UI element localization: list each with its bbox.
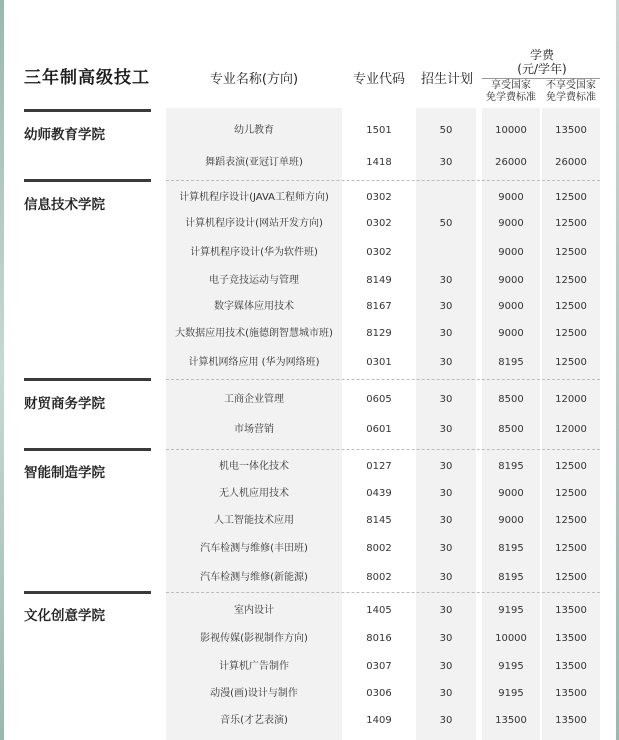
cell-code: 1405 [366, 605, 392, 616]
table-row [166, 121, 600, 141]
cell-code: 0302 [366, 247, 392, 258]
cell-fee-with-subsidy: 9000 [498, 328, 524, 339]
cell-fee-without-subsidy: 13500 [555, 688, 587, 699]
cell-code: 1409 [366, 715, 392, 726]
college-divider [24, 448, 151, 451]
cell-fee-with-subsidy: 26000 [495, 157, 527, 168]
cell-major: 计算机程序设计(网站开发方向) [185, 218, 323, 229]
table-row [166, 243, 600, 263]
cell-plan: 30 [439, 488, 453, 499]
cell-fee-with-subsidy: 9195 [498, 661, 524, 672]
cell-major: 幼儿教育 [234, 125, 274, 136]
cell-code: 0439 [366, 488, 392, 499]
cell-major: 影视传媒(影视制作方向) [200, 633, 308, 644]
table-row [166, 711, 600, 731]
header-fee-title: 学费 [529, 48, 554, 62]
cell-fee-without-subsidy: 12000 [555, 394, 587, 405]
table-row [166, 353, 600, 373]
cell-plan: 30 [439, 357, 453, 368]
header-fee-divider [482, 78, 600, 79]
cell-fee-without-subsidy: 12500 [555, 572, 587, 583]
cell-plan: 30 [439, 301, 453, 312]
cell-major: 大数据应用技术(施德朗智慧城市班) [175, 328, 333, 339]
header-fee-without-subsidy-line1: 不享受国家 [546, 80, 596, 91]
header-fee-unit: (元/学年) [517, 62, 567, 76]
cell-fee-without-subsidy: 12500 [555, 328, 587, 339]
cell-plan [416, 188, 476, 208]
cell-plan: 30 [439, 157, 453, 168]
header-major: 专业名称(方向) [209, 72, 299, 87]
table-row [166, 568, 600, 588]
cell-code: 8129 [366, 328, 392, 339]
cell-code: 8145 [366, 515, 392, 526]
cell-major: 计算机程序设计(华为软件班) [190, 247, 318, 258]
cell-major: 工商企业管理 [224, 394, 284, 405]
cell-fee-with-subsidy: 8195 [498, 572, 524, 583]
cell-code: 0601 [366, 424, 392, 435]
cell-fee-with-subsidy: 10000 [495, 125, 527, 136]
cell-plan: 30 [439, 661, 453, 672]
cell-fee-with-subsidy: 10000 [495, 633, 527, 644]
cell-code: 0307 [366, 661, 392, 672]
cell-fee-without-subsidy: 12500 [555, 192, 587, 203]
cell-fee-with-subsidy: 9195 [498, 688, 524, 699]
college-name: 财贸商务学院 [24, 396, 105, 412]
cell-fee-with-subsidy: 9000 [498, 488, 524, 499]
cell-fee-without-subsidy: 13500 [555, 715, 587, 726]
table-row [166, 511, 600, 531]
cell-code: 8002 [366, 572, 392, 583]
college-divider [24, 179, 151, 182]
cell-fee-with-subsidy: 8500 [498, 394, 524, 405]
cell-code: 8167 [366, 301, 392, 312]
cell-fee-with-subsidy: 9000 [498, 275, 524, 286]
table-row [166, 657, 600, 677]
cell-plan: 30 [439, 394, 453, 405]
cell-fee-without-subsidy: 12500 [555, 543, 587, 554]
table-row [166, 390, 600, 410]
table-row [166, 420, 600, 440]
cell-major: 汽车检测与维修(新能源) [200, 572, 308, 583]
cell-major: 市场营销 [234, 424, 274, 435]
cell-plan: 30 [439, 633, 453, 644]
cell-code: 0605 [366, 394, 392, 405]
cell-major: 数字媒体应用技术 [214, 301, 294, 312]
cell-fee-with-subsidy: 9000 [498, 301, 524, 312]
cell-major: 汽车检测与维修(丰田班) [200, 543, 308, 554]
cell-plan: 30 [439, 688, 453, 699]
table-row [166, 539, 600, 559]
table-row [166, 271, 600, 291]
college-divider [24, 109, 151, 112]
cell-fee-with-subsidy: 8500 [498, 424, 524, 435]
cell-plan: 50 [439, 218, 453, 229]
header-code: 专业代码 [352, 72, 405, 87]
college-name: 信息技术学院 [24, 197, 105, 213]
cell-fee-without-subsidy: 12500 [555, 247, 587, 258]
cell-major: 音乐(才艺表演) [220, 715, 288, 726]
cell-code: 0302 [366, 218, 392, 229]
table-row [166, 153, 600, 173]
table-row [166, 214, 600, 234]
header-plan: 招生计划 [420, 72, 473, 87]
cell-major: 无人机应用技术 [219, 488, 289, 499]
cell-plan: 30 [439, 543, 453, 554]
header-fee-without-subsidy [542, 80, 600, 104]
cell-fee-without-subsidy: 12500 [555, 301, 587, 312]
cell-plan: 30 [439, 515, 453, 526]
cell-fee-with-subsidy: 9000 [498, 247, 524, 258]
college-divider [24, 591, 151, 594]
cell-plan: 30 [439, 275, 453, 286]
cell-fee-without-subsidy: 12500 [555, 357, 587, 368]
cell-fee-without-subsidy: 12500 [555, 515, 587, 526]
cell-code: 1418 [366, 157, 392, 168]
college-name: 幼师教育学院 [24, 127, 105, 143]
cell-major: 计算机网络应用 (华为网络班) [188, 357, 320, 368]
cell-fee-without-subsidy: 12000 [555, 424, 587, 435]
cell-code: 0127 [366, 461, 392, 472]
table-row [166, 324, 600, 344]
cell-fee-with-subsidy: 9195 [498, 605, 524, 616]
cell-major: 电子竞技运动与管理 [209, 275, 299, 286]
cell-fee-with-subsidy: 8195 [498, 461, 524, 472]
table-row [166, 629, 600, 649]
header-fee-with-subsidy-line1: 享受国家 [491, 80, 531, 91]
cell-fee-with-subsidy: 9000 [498, 192, 524, 203]
cell-code: 8002 [366, 543, 392, 554]
college-divider [24, 378, 151, 381]
cell-code: 8016 [366, 633, 392, 644]
header-fee-with-subsidy-line2: 免学费标准 [486, 92, 536, 103]
cell-major: 计算机广告制作 [219, 661, 289, 672]
table-row [166, 188, 600, 208]
cell-plan [416, 243, 476, 263]
cell-fee-without-subsidy: 12500 [555, 488, 587, 499]
section-separator [166, 180, 600, 181]
cell-fee-with-subsidy: 8195 [498, 357, 524, 368]
cell-fee-with-subsidy: 13500 [495, 715, 527, 726]
cell-code: 0301 [366, 357, 392, 368]
section-separator [166, 592, 600, 593]
cell-fee-with-subsidy: 9000 [498, 218, 524, 229]
cell-fee-with-subsidy: 9000 [498, 515, 524, 526]
cell-code: 1501 [366, 125, 392, 136]
header-fee [482, 48, 602, 76]
cell-major: 动漫(画)设计与制作 [210, 688, 298, 699]
cell-plan: 30 [439, 424, 453, 435]
cell-major: 舞蹈表演(亚冠订单班) [205, 157, 303, 168]
cell-plan: 30 [439, 461, 453, 472]
cell-plan: 30 [439, 605, 453, 616]
cell-fee-without-subsidy: 12500 [555, 218, 587, 229]
table-row [166, 601, 600, 621]
college-name: 智能制造学院 [24, 465, 105, 481]
cell-code: 8149 [366, 275, 392, 286]
cell-fee-without-subsidy: 13500 [555, 633, 587, 644]
college-name: 文化创意学院 [24, 608, 105, 624]
table-row [166, 457, 600, 477]
cell-major: 机电一体化技术 [219, 461, 289, 472]
cell-major: 计算机程序设计(JAVA工程师方向) [179, 192, 329, 203]
cell-plan: 30 [439, 328, 453, 339]
cell-plan: 50 [439, 125, 453, 136]
cell-code: 0306 [366, 688, 392, 699]
cell-fee-without-subsidy: 12500 [555, 275, 587, 286]
cell-fee-with-subsidy: 8195 [498, 543, 524, 554]
cell-major: 室内设计 [234, 605, 274, 616]
table-row [166, 684, 600, 704]
cell-fee-without-subsidy: 13500 [555, 661, 587, 672]
header-fee-with-subsidy [482, 80, 540, 104]
cell-code: 0302 [366, 192, 392, 203]
section-separator [166, 379, 600, 380]
cell-major: 人工智能技术应用 [214, 515, 294, 526]
cell-fee-without-subsidy: 13500 [555, 125, 587, 136]
table-row [166, 484, 600, 504]
page-title: 三年制高级技工 [24, 68, 150, 88]
cell-fee-without-subsidy: 12500 [555, 461, 587, 472]
section-separator [166, 449, 600, 450]
cell-plan: 30 [439, 572, 453, 583]
header-fee-without-subsidy-line2: 免学费标准 [546, 92, 596, 103]
left-border-decoration [0, 0, 4, 740]
cell-fee-without-subsidy: 13500 [555, 605, 587, 616]
cell-fee-without-subsidy: 26000 [555, 157, 587, 168]
table-row [166, 297, 600, 317]
cell-plan: 30 [439, 715, 453, 726]
